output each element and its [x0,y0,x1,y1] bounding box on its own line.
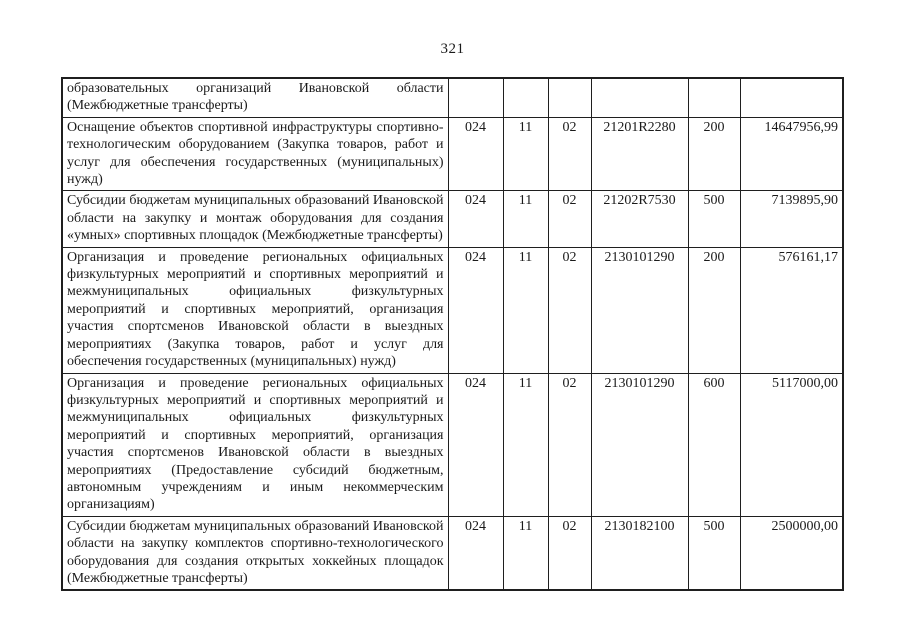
code-cell: 024 [448,373,503,516]
code-cell [503,78,548,117]
code-cell: 11 [503,516,548,590]
code-cell: 02 [548,191,591,247]
code-cell: 02 [548,373,591,516]
code-cell: 11 [503,117,548,191]
code-cell: 024 [448,516,503,590]
code-cell: 11 [503,247,548,373]
code-cell: 2130101290 [591,247,688,373]
description-cell: образовательных организаций Ивановской области (Межбюджетные трансферты) [62,78,448,117]
description-cell: Субсидии бюджетам муниципальных образований Ивановской области на закупку комплектов спортивно-технологического оборудования для создания открытых хоккейных площадок (Межбюджетные трансферты) [62,516,448,590]
amount-cell: 14647956,99 [740,117,843,191]
code-cell: 500 [688,191,740,247]
code-cell: 024 [448,247,503,373]
table-row [62,373,843,516]
description-cell: Организация и проведение региональных официальных физкультурных мероприятий и спортивных мероприятий и межмуниципальных официальных физкультурных мероприятий и спортивных мероприятий, организация участия спортсменов Ивановской области в выездных мероприятиях (Закупка товаров, работ и услуг для обеспечения государственных (муниципальных) нужд) [62,247,448,373]
description-cell: Субсидии бюджетам муниципальных образований Ивановской области на закупку и монтаж оборудования для создания «умных» спортивных площадок (Межбюджетные трансферты) [62,191,448,247]
code-cell: 02 [548,516,591,590]
code-cell: 2130101290 [591,373,688,516]
code-cell: 21202R7530 [591,191,688,247]
code-cell: 500 [688,516,740,590]
code-cell: 024 [448,191,503,247]
table-row [62,191,843,247]
code-cell [448,78,503,117]
description-cell: Оснащение объектов спортивной инфраструктуры спортивно-технологическим оборудованием (Закупка товаров, работ и услуг для обеспечения государственных (муниципальных) нужд) [62,117,448,191]
amount-cell: 7139895,90 [740,191,843,247]
code-cell: 11 [503,373,548,516]
code-cell [591,78,688,117]
code-cell: 024 [448,117,503,191]
code-cell: 200 [688,247,740,373]
code-cell: 02 [548,247,591,373]
code-cell [688,78,740,117]
page-number: 321 [440,41,465,57]
budget-table [61,77,844,591]
table-row [62,516,843,590]
table-row [62,117,843,191]
code-cell [548,78,591,117]
description-cell: Организация и проведение региональных официальных физкультурных мероприятий и спортивных мероприятий и межмуниципальных официальных физкультурных мероприятий и спортивных мероприятий, организация участия спортсменов Ивановской области в выездных мероприятиях (Предоставление субсидий бюджетным, автономным учреждениям и иным некоммерческим организациям) [62,373,448,516]
code-cell: 02 [548,117,591,191]
amount-cell: 2500000,00 [740,516,843,590]
table-row [62,78,843,117]
code-cell: 11 [503,191,548,247]
code-cell: 600 [688,373,740,516]
code-cell: 21201R2280 [591,117,688,191]
amount-cell: 576161,17 [740,247,843,373]
code-cell: 2130182100 [591,516,688,590]
code-cell: 200 [688,117,740,191]
amount-cell: 5117000,00 [740,373,843,516]
amount-cell [740,78,843,117]
table-row [62,247,843,373]
